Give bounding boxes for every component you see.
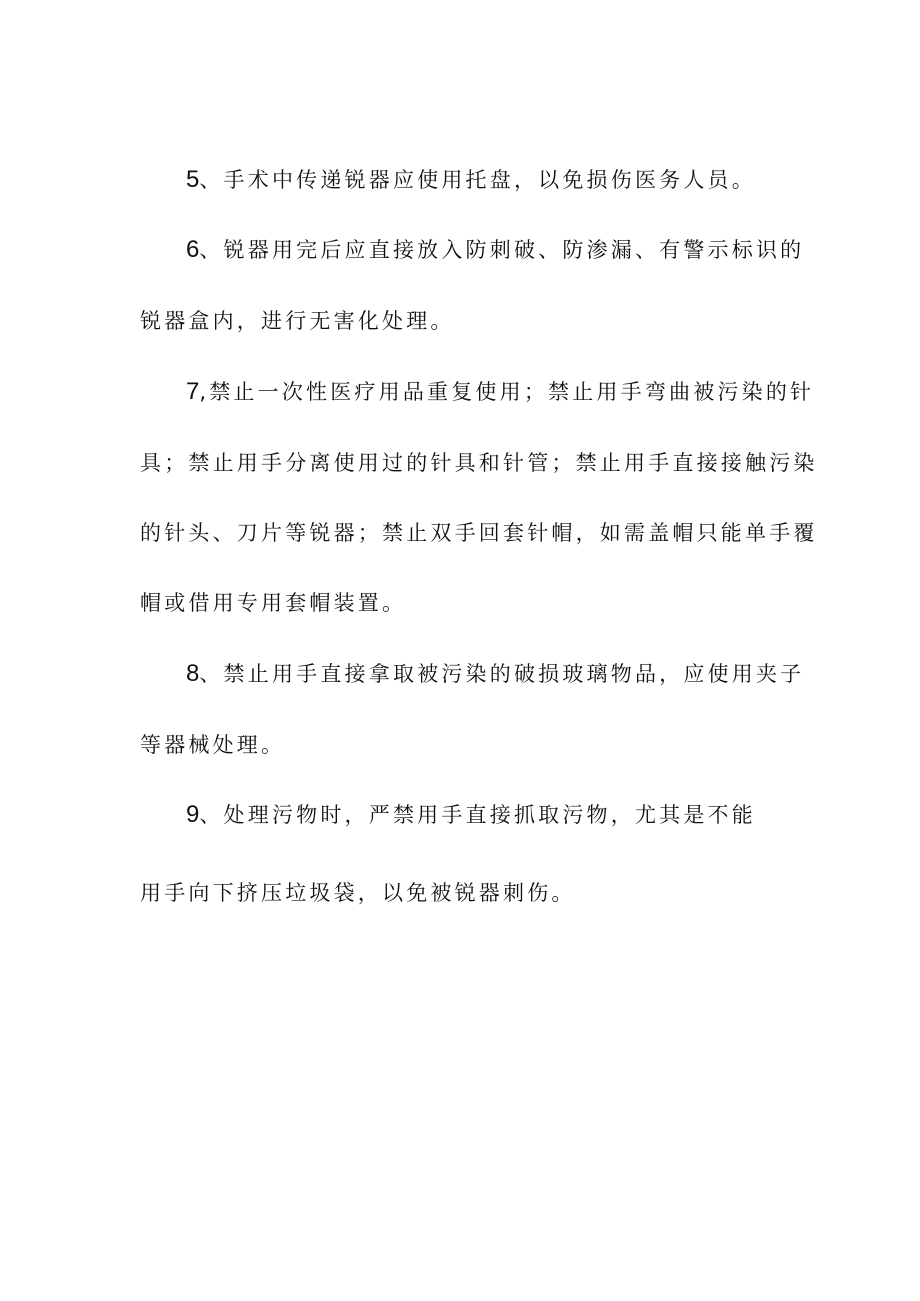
item-text: ,禁止一次性医疗用品重复使用；禁止用手弯曲被污染的针 [199, 380, 815, 404]
item-7-line-3: 的针头、刀片等锐器；禁止双手回套针帽，如需盖帽只能单手覆 [140, 521, 818, 545]
item-5-line-1 [186, 165, 756, 195]
item-number: 7 [186, 378, 200, 405]
item-9-line-1 [186, 800, 756, 830]
item-9-line-2: 用手向下挤压垃圾袋，以免被锐器刺伤。 [140, 881, 576, 905]
item-text: 、手术中传递锐器应使用托盘，以免损伤医务人员。 [199, 168, 756, 192]
item-text: 、锐器用完后应直接放入防刺破、防渗漏、有警示标识的 [199, 238, 805, 262]
item-7-line-2: 具；禁止用手分离使用过的针具和针管；禁止用手直接接触污染 [140, 451, 818, 475]
item-number: 5 [186, 166, 200, 193]
item-number: 6 [186, 236, 200, 263]
item-6-line-1 [186, 235, 804, 265]
item-number: 8 [186, 660, 200, 687]
item-text: 、处理污物时，严禁用手直接抓取污物，尤其是不能 [199, 803, 756, 827]
item-8-line-1 [186, 659, 804, 689]
item-8-line-2: 等器械处理。 [140, 733, 286, 757]
item-7-line-4: 帽或借用专用套帽装置。 [140, 591, 407, 615]
item-text: 、禁止用手直接拿取被污染的破损玻璃物品，应使用夹子 [199, 662, 805, 686]
item-6-line-2: 锐器盒内，进行无害化处理。 [140, 309, 455, 333]
item-7-line-1 [186, 377, 814, 407]
item-number: 9 [186, 801, 200, 828]
